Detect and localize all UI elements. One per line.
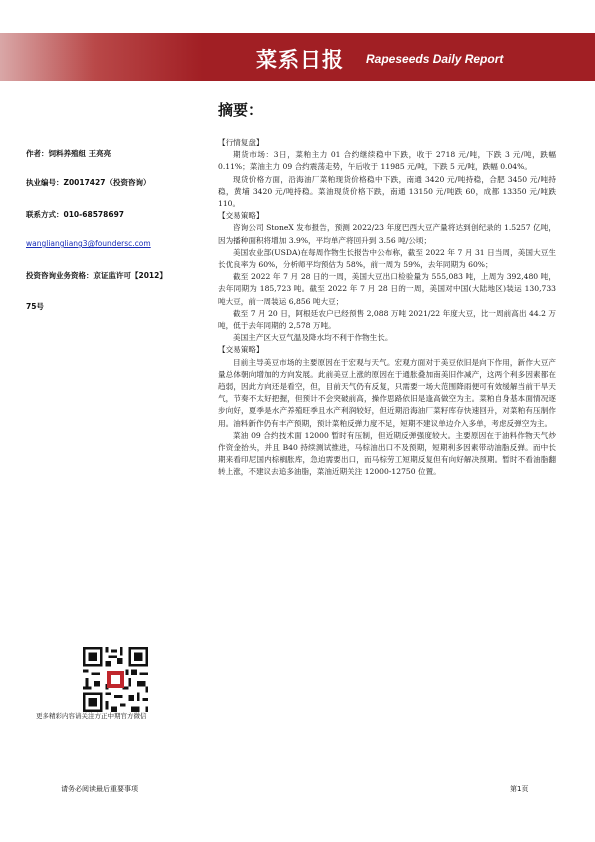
qualification-line-cont: 75号 (26, 302, 44, 311)
paragraph: 美国主产区大豆气温及降水均不利于作物生长。 (233, 333, 393, 343)
paragraph: 咨询公司 StoneX 发布报告，预测 2022/23 年度巴西大豆产量将达到创纪录的 1.5257 亿吨，因为播种面积将增加 3.9%，平均单产将回升到 3.56 吨/公顷； (218, 223, 556, 245)
qr-code-image (80, 644, 151, 715)
qr-caption: 更多精彩内容请关注方正中期官方微信 (36, 712, 147, 720)
paragraph: 期货市场：3日，菜粕主力 01 合约继续稳中下跌，收于 2718 元/吨，下跌 3 元/吨，跌幅 0.11%；菜油主力 09 合约震荡走势，午后收于 11985 元/吨，下跌 5 元/吨，跌幅 0.04%。 (218, 150, 556, 172)
paragraph: 截至 2022 年 7 月 28 日的一周，美国大豆出口检验量为 555,083 吨，上周为 392,480 吨，去年同期为 185,723 吨。截至 2022 年 7 月 28 日的一周，美国对中国(大陆地区)装运 130,733 吨大豆，前一周装运 6,856 吨大豆； (218, 272, 556, 306)
license-line: 执业编号：Z0017427（投资咨询） (26, 178, 151, 187)
abstract-title: 摘要： (218, 101, 264, 119)
paragraph: 菜油 09 合约技术面 12000 暂时有压制，但近期反弹强度较大。主要原因在于油料作物天气炒作资金抬头，并且 B40 持续测试推进，马棕油出口不及预期，短期利多因素带动油脂反弹。而中长期来看印尼国内棕榈胀库，急迫需要出口，而马棕劳工短期反复但有向好解决预期。暂时不看油脂翻转上涨，不建议去追多油脂，菜油近期关注 12000-12750 位置。 (218, 430, 556, 477)
paragraph: 美国农业部(USDA)在每周作物生长报告中公布称，截至 2022 年 7 月 31 日当周，美国大豆生长优良率为 60%，分析师平均预估为 58%，前一周为 59%，去年同期为 60%； (218, 247, 556, 270)
author-line: 作者：饲料养殖组 王亮亮 (26, 149, 112, 158)
paragraph: 目前主导美豆市场的主要原因在于宏观与天气。宏观方面对于美豆依旧是向下作用，新作大豆产量总体朝向增加的方向发展。此前美豆上涨的原因在于通胀叠加南美旧作减产，这两个利多因素都在趋弱，因此方向还是看空，但，目前天气仍有反复，只需要一场大范围降雨便可有效缓解当前干旱天气，节奏不太好把握，但预计不会突破前高，操作思路依旧是逢高做空为主。菜粕自身基本面情况逐步向好，夏季是水产养殖旺季且水产利润较好，但近期沿海油厂菜籽库存快速回升，对菜粕有压制作用。油料新作仍有丰产预期，预计菜粕反弹力度不足，短期不建议单边介入多单，考虑反弹空为主。 (218, 357, 556, 428)
qualification-line: 投资咨询业务资格：京证监许可【2012】 (26, 271, 167, 280)
page-number: 第1页 (510, 785, 529, 793)
section-heading: 【交易策略】 (218, 345, 264, 355)
paragraph: 现货价格方面，沿海油厂菜粕现货价格稳中下跌，南通 3420 元/吨持稳，合肥 3450 元/吨持稳，黄埔 3420 元/吨持稳。菜油现货价格下跌，南通 13150 元/吨跌 60，成都 13350 元/吨跌 110。 (218, 174, 556, 209)
report-title-en: Rapeseeds Daily Report (366, 52, 504, 66)
paragraph: 截至 7 月 20 日，阿根廷农户已经预售 2,088 万吨 2021/22 年度大豆，比一周前高出 44.2 万吨，低于去年同期的 2,578 万吨。 (218, 308, 556, 331)
email-link[interactable]: wangliangliang3@foundersc.com (26, 239, 151, 248)
contact-line: 联系方式：010-68578697 (26, 210, 125, 219)
abstract-body (218, 137, 556, 479)
section-heading: 【交易策略】 (218, 211, 264, 221)
footer-disclaimer: 请务必阅读最后重要事项 (61, 785, 138, 793)
section-heading: 【行情复盘】 (218, 138, 264, 147)
report-title-cn: 菜系日报 (256, 48, 344, 72)
